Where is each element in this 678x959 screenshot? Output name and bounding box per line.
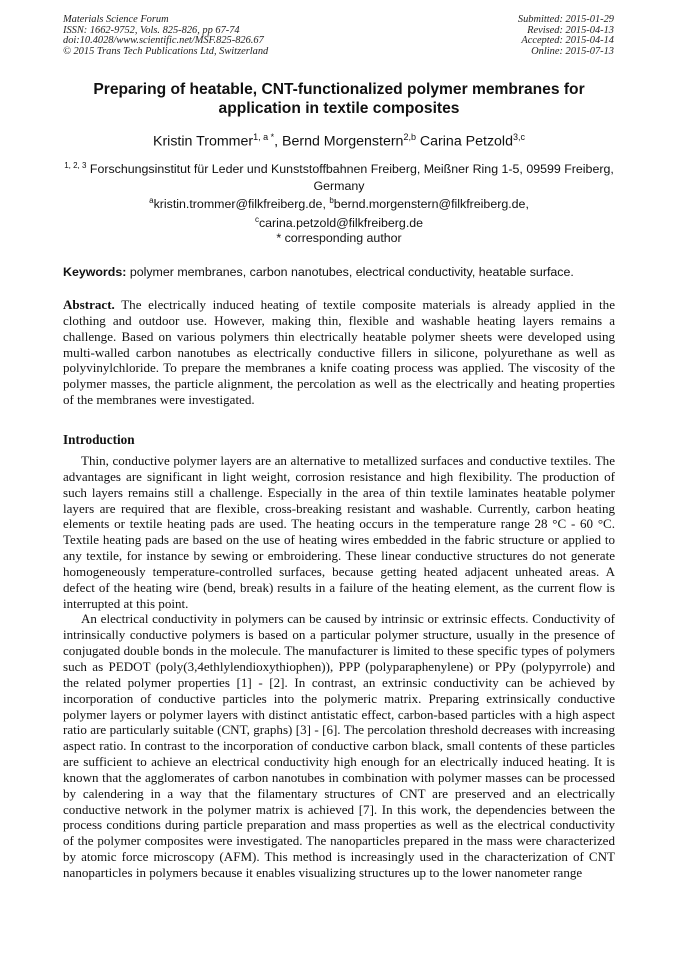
keywords <box>63 265 615 280</box>
author-name: Carina Petzold <box>419 133 513 150</box>
author-list: Kristin Trommer$^{1, a *}$, Bernd Morgenstern$^{2,b}$ Carina Petzold$^{3,c}$ <box>152 132 525 150</box>
online-date: Online: 2015-07-13 <box>531 45 614 57</box>
author-affiliation-mark: 1, a * <box>253 132 275 142</box>
submitted-date: Submitted: 2015-01-29 <box>517 14 614 25</box>
paper-title: Preparing of heatable, CNT-functionalized polymer membranes for application in textile composites <box>93 81 585 117</box>
copyright-line: © 2015 Trans Tech Publications Ltd, Switzerland <box>63 45 269 57</box>
email-mark: a <box>149 196 154 205</box>
email-mark: c <box>254 215 259 225</box>
revised-date: Revised: 2015-04-13 <box>527 24 614 36</box>
abstract-label: Abstract. <box>63 297 115 312</box>
author-emails <box>63 193 615 231</box>
email-address[interactable]: carina.petzold@filkfreiberg.de <box>258 216 424 231</box>
doi-line: doi:10.4028/www.scientific.net/MSF.825-826.67 <box>63 35 264 47</box>
submission-dates <box>518 15 614 57</box>
author-affiliation-mark: 3,c <box>512 132 525 142</box>
journal-info <box>63 15 268 57</box>
issn-line: ISSN: 1662-9752, Vols. 825-826, pp 67-74 <box>63 24 240 36</box>
accepted-date: Accepted: 2015-04-14 <box>521 35 614 47</box>
email-address[interactable]: kristin.trommer@filkfreiberg.de, <box>153 197 326 212</box>
keywords-text: polymer membranes, carbon nanotubes, electrical conductivity, heatable surface. <box>129 265 574 279</box>
keywords-label: Keywords: <box>63 265 127 279</box>
author-name: Kristin Trommer <box>152 133 254 150</box>
journal-name: Materials Science Forum <box>63 14 169 25</box>
section-heading-introduction: Introduction <box>63 432 135 447</box>
email-address[interactable]: bernd.morgenstern@filkfreiberg.de, <box>333 197 529 212</box>
paragraph: An electrical conductivity in polymers can be caused by intrinsic or extrinsic effects. Conductivity of intrinsically conductive polymers is based on a particular polymer structure, usually in the presence of conjugated double bonds in the molecule. The manufacturer is limited to these specific types of polymers such as PEDOT (poly(3,4ethlylendioxythiophen)), PPP (polyparaphenylene) or PPy (polypyrrole) and the related polymer properties [1] - [2]. In contrast, an extrinsic conductivity can be achieved by incorporation of conductive particles into the polymeric matrix. Preparing extrinsically conductive polymer layers or polymer layers with distinct antistatic effect, carbon-based particles with a high aspect ratio are particularly suitable (CNT, graphs) [3] - [6]. The percolation threshold decreases with increasing aspect ratio. In contrast to the incorporation of conductive carbon black, small contents of these particles are sufficient to achieve an electrical conductivity high enough for an electrically induced heating. It is known that the agglomerates of carbon nanotubes in combination with polymer masses can be processed by calendering in a way that the filamentary structures of CNT are preserved and an electrically conductive network in the polymer matrix is achieved [7]. In this work, the dependencies between the process conditions during particle preparation and mass properties as well as the electrical conductivity of the polymer composites were investigated. The nanoparticles prepared in the mass were characterized by atomic force microscopy (AFM). This method is increasingly used in the characterization of CNT nanoparticles in polymers because it enables visualizing structures up to the lower nanometer range <box>63 611 615 880</box>
author-name: Bernd Morgenstern <box>282 133 404 150</box>
abstract-text: The electrically induced heating of textile composite materials is already applied in the clothing and outdoor use. However, making thin, flexible and washable heating layers remains a challenge. Based on various polymers thin electrically heatable polymer sheets were developed using multi-walled carbon nanotubes as electrically conductive fillers in silicone, polyurethane as well as polyvinylchloride. To prepare the membranes a knife coating process was applied. The viscosity of the polymer masses, the particle alignment, the percolation as well as the electrically and heating properties of the membranes were investigated. <box>63 297 615 408</box>
author-affiliation-mark: 2,b <box>403 132 416 142</box>
affiliation-text: Forschungsinstitut für Leder und Kunststoffbahnen Freiberg, Meißner Ring 1-5, 09599 Freiberg, Germany <box>89 162 614 194</box>
affiliation <box>63 157 615 195</box>
abstract <box>63 297 615 408</box>
affiliation-mark: 1, 2, 3 <box>64 161 87 170</box>
introduction-body <box>63 453 615 881</box>
paragraph: Thin, conductive polymer layers are an alternative to metallized surfaces and conductive textiles. The advantages are significant in light weight, corrosion resistance and high flexibility. The production of such layers remains still a challenge. Especially in the area of thin textile laminates heatable polymer layers are required that are flexible, cross-breaking resistant and washable. Currently, carbon heating elements or textile heating pads are used. The heating occurs in the temperature range 28 °C - 60 °C. Textile heating pads are based on the use of heating wires embedded in the fabric structure or applied to any textile, for instance by sewing or embroidering. These linear conductive structures do not generate homogeneously temperature-controlled surfaces, because getting heated adjacent unheated areas. A defect of the heating wire (bend, break) results in a failure of the heating element, as the current flow is interrupted at this point. <box>63 453 615 611</box>
corresponding-author-note: * corresponding author <box>276 231 402 245</box>
email-mark: b <box>329 196 334 205</box>
